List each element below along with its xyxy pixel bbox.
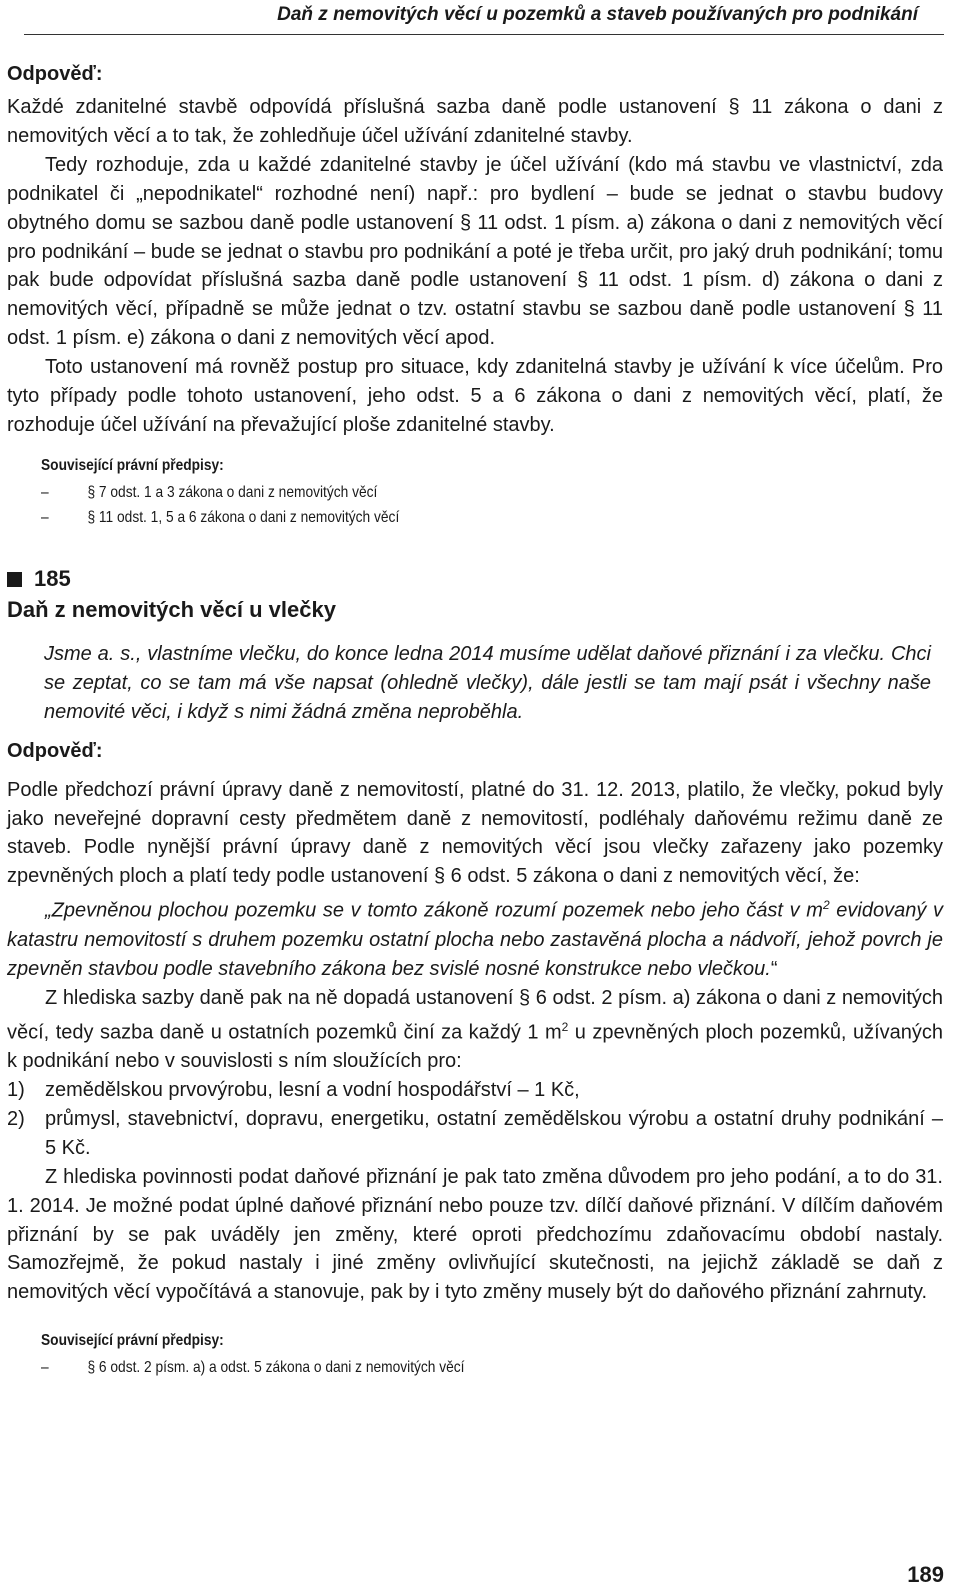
answer-paragraph: Každé zdanitelné stavbě odpovídá příslušná sazba daně podle ustanovení § 11 zákona o dani z nemovitých věcí a to tak, že zohledňuje účel užívání zdanitelné stavby. xyxy=(7,96,943,147)
answer-label: Odpověď: xyxy=(7,739,103,762)
related-regulation-item: – § 7 odst. 1 a 3 zákona o dani z nemovitých věcí xyxy=(41,483,378,501)
answer-label: Odpověď: xyxy=(7,63,103,85)
section-title: Daň z nemovitých věcí u vlečky xyxy=(7,596,336,622)
law-quote: „Zpevněnou plochou pozemku se v tomto zákoně rozumí pozemek nebo jeho část v $m^2$ evidovaný v katastru nemovitostí s druhem pozemku ostatní plocha nebo zastavěná plocha a nádvoří, jehož povrch je zpevněn stavbou podle stavebního zákona bez svislé nosné konstrukce nebo vlečkou.“ xyxy=(7,898,943,980)
header-title: Daň z nemovitých věcí u pozemků a staveb používaných pro podnikání xyxy=(277,4,918,25)
question-text: Jsme a. s., vlastníme vlečku, do konce ledna 2014 musíme udělat daňové přiznání i za vlečku. Chci se zeptat, co se tam má vše napsat (ohledně vlečky), dále jestli se tam mají psát i všechny naše nemovité věci, i když s nimi žádná změna neproběhla. xyxy=(44,642,931,723)
answer-paragraph: Z hlediska sazby daně pak na ně dopadá ustanovení § 6 odst. 2 písm. a) zákona o dani z nemovitých věcí, tedy sazba daně u ostatních pozemků činí za každý 1 $m^2$ u zpevněných ploch pozemků, užívaných k podnikání nebo v souvislosti s ním sloužících pro: xyxy=(7,986,943,1073)
list-item: 1) zemědělskou prvovýrobu, lesní a vodní hospodářství – 1 Kč, xyxy=(7,1078,580,1101)
answer-paragraph: Podle předchozí právní úpravy daně z nemovitostí, platné do 31. 12. 2013, platilo, že vlečky, pokud byly jako neveřejné dopravní cesty předmětem daně z nemovitostí, podléhaly daňovému režimu daně ze staveb. Podle nynější právní úpravy daně z nemovitých věcí jsou vlečky zařazeny jako pozemky zpevněných ploch a platí tedy podle ustanovení § 6 odst. 5 zákona o dani z nemovitých věcí, že: xyxy=(7,778,943,888)
related-regulations xyxy=(41,452,943,530)
section-heading xyxy=(7,564,943,626)
related-regulation-item: – § 6 odst. 2 písm. a) a odst. 5 zákona o dani z nemovitých věcí xyxy=(41,1359,465,1377)
related-regulation-item: – § 11 odst. 1, 5 a 6 zákona o dani z nemovitých věcí xyxy=(41,508,400,526)
related-regulations xyxy=(41,1327,943,1380)
answer-paragraph: Z hlediska povinnosti podat daňové přiznání je pak tato změna důvodem pro jeho podání, a to do 31. 1. 2014. Je možné podat úplné daňové přiznání nebo pouze tzv. dílčí daňové přiznání. V dílčím daňovém přiznání by se pak uváděly jen změny, které oproti předchozímu zdaňovacímu období nastaly. Samozřejmě, že pokud nastaly i jiné změny ovlivňující skutečnosti, na jejichž základě se daň z nemovitých věcí vypočítává a stanovuje, pak by i tyto změny musely být do daňového přiznání zahrnuty. xyxy=(7,1165,943,1304)
related-regulations-title: Související právní předpisy: xyxy=(41,1332,224,1350)
related-regulations-title: Související právní předpisy: xyxy=(41,456,224,474)
page-content xyxy=(7,60,943,1380)
list-item: 2) průmysl, stavebnictví, dopravu, energetiku, ostatní zemědělskou výrobu a ostatní druhy podnikání – 5 Kč. xyxy=(7,1107,943,1159)
answer-paragraph: Tedy rozhoduje, zda u každé zdanitelné stavby je účel užívání (kdo má stavbu ve vlastnictví, zda podnikatel či „nepodnikatel“ rozhodné není) např.: pro bydlení – bude se jednat o stavbu budovy obytného domu se sazbou daně podle ustanovení § 11 odst. 1 písm. a) zákona o dani z nemovitých věcí pro podnikání – bude se jednat o stavbu pro podnikání a poté je třeba určit, pro jaký druh podnikání; tomu pak bude odpovídat příslušná sazba daně podle ustanovení § 11 odst. 1 písm. d) zákona o dani z nemovitých věcí, případně se může jednat o tzv. ostatní stavbu se sazbou daně podle ustanovení § 11 odst. 1 písm. e) zákona o dani z nemovitých věcí apod. xyxy=(7,153,943,350)
section-number: 185 xyxy=(7,564,943,594)
square-bullet-icon xyxy=(7,572,22,587)
running-header xyxy=(24,0,944,35)
page-number: 189 xyxy=(907,1562,944,1587)
answer-paragraph: Toto ustanovení má rovněž postup pro situace, kdy zdanitelná stavby je užívání k více účelům. Pro tyto případy podle tohoto ustanovení, jeho odst. 5 a 6 zákona o dani z nemovitých věcí, platí, že rozhoduje účel užívání na převažující ploše zdanitelné stavby. xyxy=(7,356,943,436)
